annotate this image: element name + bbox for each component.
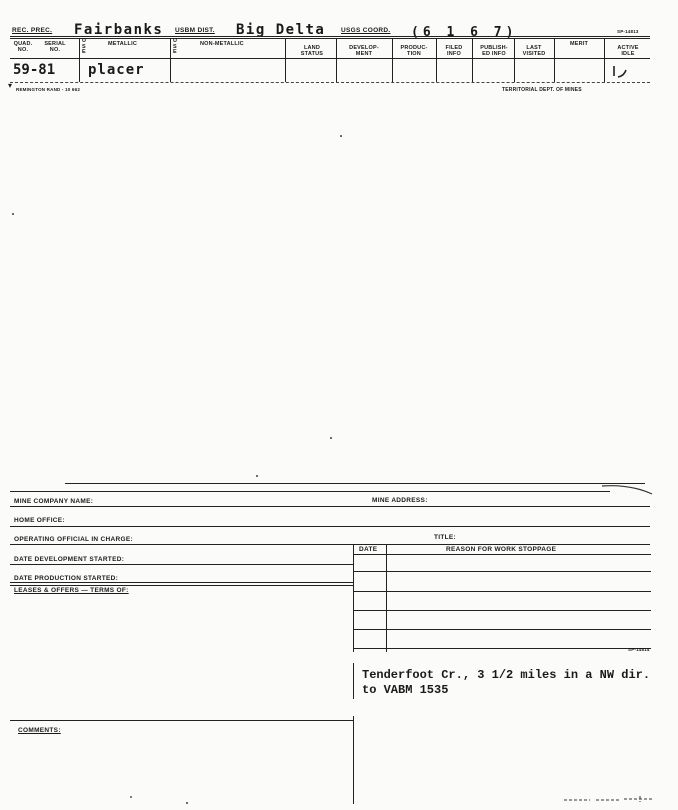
- comments-right-border: [353, 716, 354, 804]
- note-margin-line: [353, 663, 354, 699]
- speck: [130, 796, 132, 798]
- col-serial: SERIAL NO.: [44, 41, 66, 53]
- divider: [472, 38, 473, 82]
- rule: [10, 564, 353, 565]
- rule: [10, 582, 353, 583]
- table-row-rule: [353, 648, 651, 649]
- operating-official-label: OPERATING OFFICIAL IN CHARGE:: [14, 536, 133, 543]
- col-active-idle: ACTIVE IDLE: [617, 45, 639, 57]
- location-note-line-2: to VABM 1535: [362, 683, 449, 697]
- col-filed-info: FILED INFO: [445, 45, 463, 57]
- usbm-dist-value: Big Delta: [236, 22, 326, 38]
- usbm-dist-label: USBM DIST.: [175, 27, 215, 34]
- department-footer: TERRITORIAL DEPT. OF MINES: [502, 87, 582, 93]
- usgs-coord-value: (6 1 6 7): [411, 25, 518, 40]
- form-number-top: SP-14813: [617, 29, 639, 34]
- rule: [10, 585, 353, 586]
- reason-column-header: REASON FOR WORK STOPPAGE: [446, 546, 557, 553]
- col-published-info: PUBLISH- ED INFO: [480, 45, 508, 57]
- rule: [10, 506, 650, 507]
- leases-label: LEASES & OFFERS — TERMS OF:: [14, 587, 129, 594]
- date-development-label: DATE DEVELOPMENT STARTED:: [14, 556, 125, 563]
- table-left-border: [353, 544, 354, 652]
- corner-mark: ▾: [8, 81, 13, 90]
- comments-label: COMMENTS:: [18, 727, 61, 734]
- col-last-visited: LAST VISITED: [522, 45, 546, 57]
- bottom-edge-marks: [560, 792, 660, 804]
- speck: [340, 135, 342, 137]
- form-number-bottom: SP-14814: [628, 647, 650, 652]
- divider: [554, 38, 555, 82]
- date-production-label: DATE PRODUCTION STARTED:: [14, 575, 119, 582]
- active-check-mark: [610, 64, 630, 80]
- table-row-rule: [353, 629, 651, 630]
- col-use-a: U S E: [82, 38, 87, 55]
- divider: [285, 38, 286, 82]
- curled-corner: [600, 482, 655, 498]
- divider: [604, 38, 605, 82]
- rec-prec-label: REC. PREC.: [12, 27, 53, 34]
- card-top-edge: [65, 483, 645, 484]
- col-metallic: METALLIC: [108, 41, 137, 47]
- col-non-metallic: NON-METALLIC: [200, 41, 244, 47]
- speck: [256, 475, 258, 477]
- metallic-value: placer: [88, 62, 145, 78]
- rule: [10, 526, 650, 527]
- row-bottom-rule: [10, 82, 650, 83]
- speck: [12, 213, 14, 215]
- speck: [330, 437, 332, 439]
- quad-serial-value: 59-81: [13, 62, 56, 78]
- divider: [392, 38, 393, 82]
- rec-prec-value: Fairbanks: [74, 22, 164, 38]
- date-column-header: DATE: [359, 546, 378, 553]
- table-header-rule: [353, 554, 651, 555]
- location-note-line-1: Tenderfoot Cr., 3 1/2 miles in a NW dir.: [362, 668, 651, 682]
- comments-top-rule: [10, 720, 354, 721]
- card-top-edge-2: [10, 491, 610, 492]
- divider: [79, 38, 80, 82]
- usgs-coord-label: USGS COORD.: [341, 27, 391, 34]
- printer-footer: REMINGTON RAND - 10 662: [16, 87, 81, 92]
- divider: [336, 38, 337, 82]
- mine-address-label: MINE ADDRESS:: [372, 497, 428, 504]
- header-rule: [10, 36, 650, 37]
- table-row-rule: [353, 591, 651, 592]
- mine-company-name-label: MINE COMPANY NAME:: [14, 498, 94, 505]
- col-development: DEVELOP- MENT: [349, 45, 379, 57]
- table-row-rule: [353, 610, 651, 611]
- col-production: PRODUC- TION: [400, 45, 428, 57]
- col-land-status: LAND STATUS: [300, 45, 324, 57]
- col-merit: MERIT: [570, 41, 589, 47]
- title-label: TITLE:: [434, 534, 457, 541]
- home-office-label: HOME OFFICE:: [14, 517, 65, 524]
- divider: [170, 38, 171, 82]
- speck: [186, 802, 188, 804]
- table-date-divider: [386, 544, 387, 652]
- divider: [436, 38, 437, 82]
- col-quad: QUAD. NO.: [13, 41, 33, 53]
- rule: [10, 544, 650, 545]
- col-use-b: U S E: [173, 38, 178, 55]
- divider: [514, 38, 515, 82]
- table-row-rule: [353, 571, 651, 572]
